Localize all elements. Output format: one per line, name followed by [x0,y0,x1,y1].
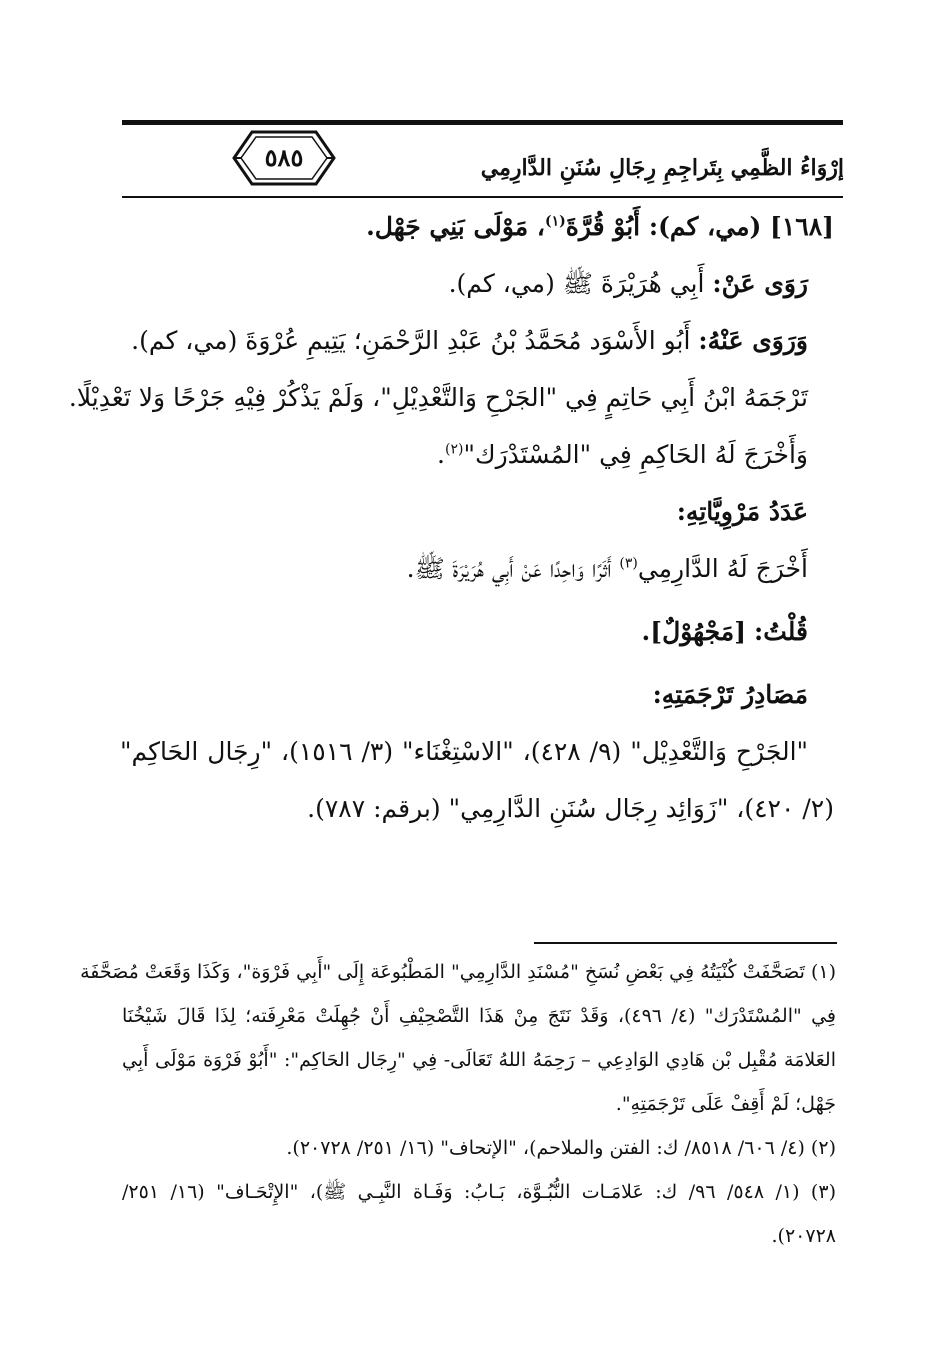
narrations-count-heading: عَدَدُ مَرْوِيَّاتِهِ: [676,497,808,526]
narrated-by-line [120,312,834,369]
running-header-title: إرْوَاءُ الظَّمِي بِتَراجِمِ رِجَالِ سُنَنِ الدَّارِمِي [480,155,844,181]
entry-name: أَبُوْ قُرَّةَ [565,212,641,241]
footnote-separator [534,942,837,944]
footnote-2: (٢) (٤/ ٦٠٦/ ٨٥١٨/ ك: الفتن والملاحم)، "الإتحاف" (١٦/ ٢٥١/ ٢٠٧٢٨). [286,1137,836,1159]
entry-title-line [120,198,834,255]
mustadrak-end: . [437,440,445,469]
narrations-count-text-b: أَثَرًا وَاحِدًا عَنْ أَبِي هُرَيْرَةَ ﷺ. [406,554,620,583]
page-number: ٥٨٥ [264,143,304,172]
footnote-ref-1: (١) [544,213,566,230]
page-number-badge [232,128,336,188]
verdict-label: قُلْتُ: [753,617,808,646]
narrations-count-line [120,540,834,597]
footnote-ref-2: (٢) [445,441,464,458]
sources-line-1: "الجَرْحِ وَالتَّعْدِيْل" (٩/ ٤٢٨)، "الاسْتِغْنَاء" (٣/ ١٥١٦)، "رِجَال الحَاكِم" [120,737,809,766]
footnote-1-line-2: فِي "المُسْتَدْرَك" (٤/ ٤٩٦)، وَقَدْ نَتَجَ مِنْ هَذَا التَّصْحِيْفِ أَنْ جُهِلَتْ مَعْرِفَته؛ لِذَا قَالَ شَيْخُنَا [122,1005,837,1027]
narrated-from-label: رَوَى عَنْ: [712,269,808,298]
entry-codes: (مي، كم): [648,212,762,241]
mustadrak-line [120,426,834,483]
footnote-1-line-3: العَلامَة مُقْبِل بْن هَادِي الوَادِعِي – رَحِمَهُ اللهُ تَعَالَى- فِي "رِجَال الحَاكِم": "أَبُوْ فَرْوَة مَوْلَى أَبِي [122,1049,836,1071]
narrated-by-label: وَرَوَى عَنْهُ: [698,326,808,355]
entry-number: [١٦٨] [770,212,834,241]
narrations-count-text-a: أَخْرَجَ لَهُ الدَّارِمِي [637,554,808,583]
verdict-line [120,603,834,660]
header-top-rule [122,120,843,125]
footnote-1-line-1: (١) تَصَحَّفَتْ كُنْيَتُهُ فِي بَعْضِ نُسَخِ "مُسْنَدِ الدَّارِمِي" المَطْبُوعَة إِلَى "أَبِي فَرْوَة"، وَكَذَا وَقَعَتْ مُصَحَّفَة [80,961,836,983]
narrated-from-text: أَبِي هُرَيْرَةَ ﷺ (مي، كم). [448,269,705,298]
footnote-ref-3: (٣) [619,555,638,572]
footnote-3-line-1: (٣) (١/ ٥٤٨/ ٩٦/ ك: عَلامَـات النُّبُـوَّة، بَـابُ: وَفَـاة النَّبِـي ﷺ)، "الإِتْحَـاف" (١٦/ ٢٥١/ [122,1181,836,1203]
narrated-from-line [120,255,834,312]
main-text [68,198,834,837]
sources-heading: مَصَادِرُ تَرْجَمَتِهِ: [652,680,808,709]
sources-line-2: (٢/ ٤٢٠)، "زَوَائِد رِجَال سُنَنِ الدَّارِمِي" (برقم: ٧٨٧). [307,794,834,823]
translation-line: تَرْجَمَهُ ابْنُ أَبِي حَاتِمٍ فِي "الجَرْحِ وَالتَّعْدِيْلِ"، وَلَمْ يَذْكُرْ فِيْهِ جَرْحًا وَلا تَعْدِيْلًا. [68,383,808,412]
entry-name-rest: ، مَوْلَى بَنِي جَهْل. [366,212,545,241]
verdict-text: [مَجْهُوْلٌ]. [641,617,747,646]
mustadrak-text: وَأَخْرَجَ لَهُ الحَاكِمِ فِي "المُسْتَدْرَك" [463,440,808,469]
footnote-1-line-4: جَهْل؛ لَمْ أَقِفْ عَلَى تَرْجَمَتِهِ". [615,1093,836,1115]
narrated-by-text: أَبُو الأَسْوَد مُحَمَّدُ بْنُ عَبْدِ الرَّحْمَنِ؛ يَتِيمِ عُرْوَةَ (مي، كم). [131,326,691,355]
footnotes [80,950,837,1258]
footnote-3-line-2: ٢٠٧٢٨). [771,1225,836,1247]
